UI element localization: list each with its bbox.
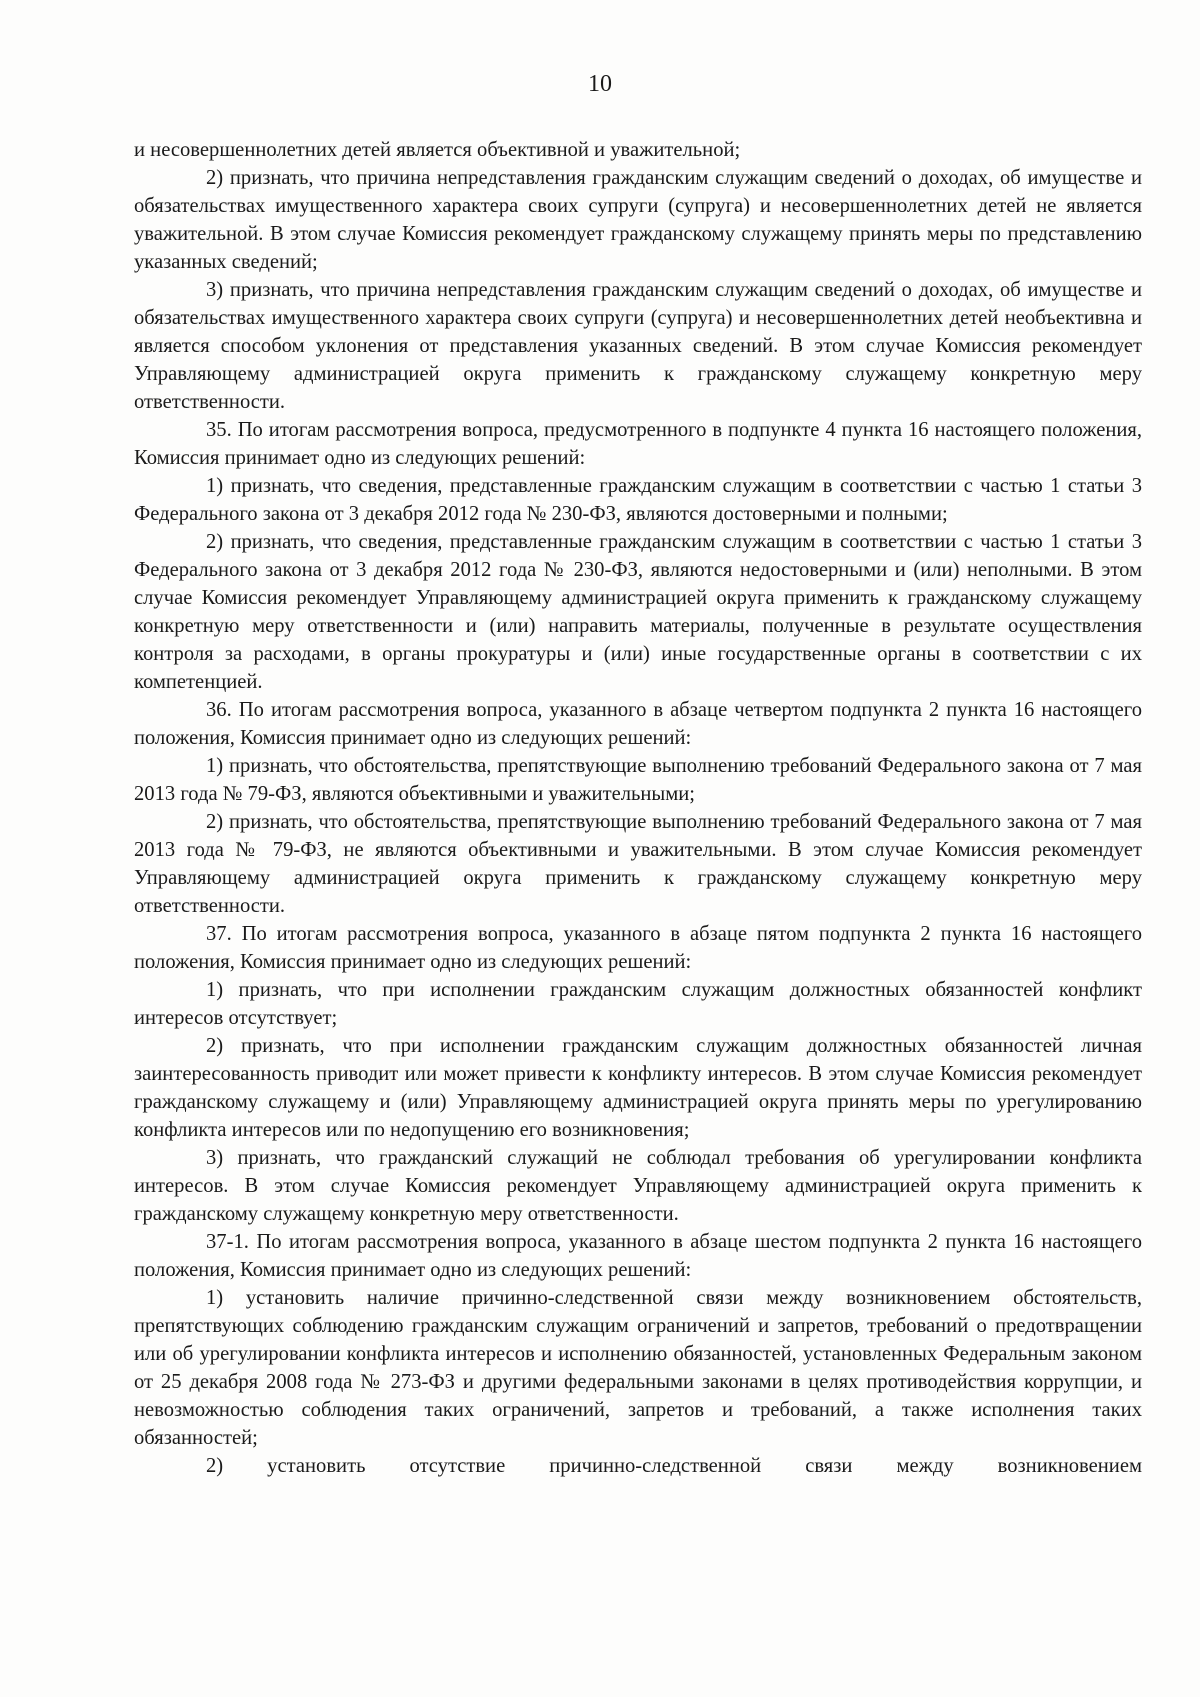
paragraph: 1) признать, что обстоятельства, препятствующие выполнению требований Федерального закона от 7 мая 2013 года № 79-ФЗ, являются объективными и уважительными; bbox=[134, 755, 1142, 805]
paragraph: 1) установить наличие причинно-следственной связи между возникновением обстоятельств, препятствующих соблюдению гражданским служащим ограничений и запретов, требований о предотвращении или об урегулировании конфликта интересов и исполнению обязанностей, установленных Федеральным законом от 25 декабря 2008 года № 273-ФЗ и другими федеральными законами в целях противодействия коррупции, и невозможностью соблюдения таких ограничений, запретов и требований, а также исполнения таких обязанностей; bbox=[134, 1287, 1142, 1449]
paragraph: 37-1. По итогам рассмотрения вопроса, указанного в абзаце шестом подпункта 2 пункта 16 настоящего положения, Комиссия принимает одно из следующих решений: bbox=[134, 1231, 1142, 1281]
paragraph: 2) признать, что обстоятельства, препятствующие выполнению требований Федерального закона от 7 мая 2013 года № 79-ФЗ, не являются объективными и уважительными. В этом случае Комиссия рекомендует Управляющему администрацией округа применить к гражданскому служащему конкретную меру ответственности. bbox=[134, 811, 1142, 917]
paragraph: 2) признать, что сведения, представленные гражданским служащим в соответствии с частью 1 статьи 3 Федерального закона от 3 декабря 2012 года № 230-ФЗ, являются недостоверными и (или) неполными. В этом случае Комиссия рекомендует Управляющему администрацией округа применить к гражданскому служащему конкретную меру ответственности и (или) направить материалы, полученные в результате осуществления контроля за расходами, в органы прокуратуры и (или) иные государственные органы в соответствии с их компетенцией. bbox=[134, 531, 1142, 693]
paragraph: 1) признать, что сведения, представленные гражданским служащим в соответствии с частью 1 статьи 3 Федерального закона от 3 декабря 2012 года № 230-ФЗ, являются достоверными и полными; bbox=[134, 475, 1142, 525]
paragraph: и несовершеннолетних детей является объективной и уважительной; bbox=[134, 139, 741, 161]
paragraph: 2) установить отсутствие причинно-следственной связи между возникновением bbox=[206, 1455, 1142, 1477]
paragraph: 37. По итогам рассмотрения вопроса, указанного в абзаце пятом подпункта 2 пункта 16 настоящего положения, Комиссия принимает одно из следующих решений: bbox=[134, 923, 1142, 973]
paragraph: 2) признать, что при исполнении гражданским служащим должностных обязанностей личная заинтересованность приводит или может привести к конфликту интересов. В этом случае Комиссия рекомендует гражданскому служащему и (или) Управляющему администрацией округа принять меры по урегулированию конфликта интересов или по недопущению его возникновения; bbox=[134, 1035, 1142, 1141]
document-body bbox=[134, 136, 1142, 1480]
paragraph: 35. По итогам рассмотрения вопроса, предусмотренного в подпункте 4 пункта 16 настоящего положения, Комиссия принимает одно из следующих решений: bbox=[134, 419, 1142, 469]
paragraph: 1) признать, что при исполнении гражданским служащим должностных обязанностей конфликт интересов отсутствует; bbox=[134, 979, 1142, 1029]
paragraph: 2) признать, что причина непредставления гражданским служащим сведений о доходах, об имуществе и обязательствах имущественного характера своих супруги (супруга) и несовершеннолетних детей не является уважительной. В этом случае Комиссия рекомендует гражданскому служащему принять меры по представлению указанных сведений; bbox=[134, 167, 1142, 273]
paragraph: 36. По итогам рассмотрения вопроса, указанного в абзаце четвертом подпункта 2 пункта 16 настоящего положения, Комиссия принимает одно из следующих решений: bbox=[134, 699, 1142, 749]
paragraph: 3) признать, что причина непредставления гражданским служащим сведений о доходах, об имуществе и обязательствах имущественного характера своих супруги (супруга) и несовершеннолетних детей необъективна и является способом уклонения от представления указанных сведений. В этом случае Комиссия рекомендует Управляющему администрацией округа применить к гражданскому служащему конкретную меру ответственности. bbox=[134, 279, 1142, 413]
page-number: 10 bbox=[588, 71, 612, 97]
paragraph: 3) признать, что гражданский служащий не соблюдал требования об урегулировании конфликта интересов. В этом случае Комиссия рекомендует Управляющему администрацией округа применить к гражданскому служащему конкретную меру ответственности. bbox=[134, 1147, 1142, 1225]
